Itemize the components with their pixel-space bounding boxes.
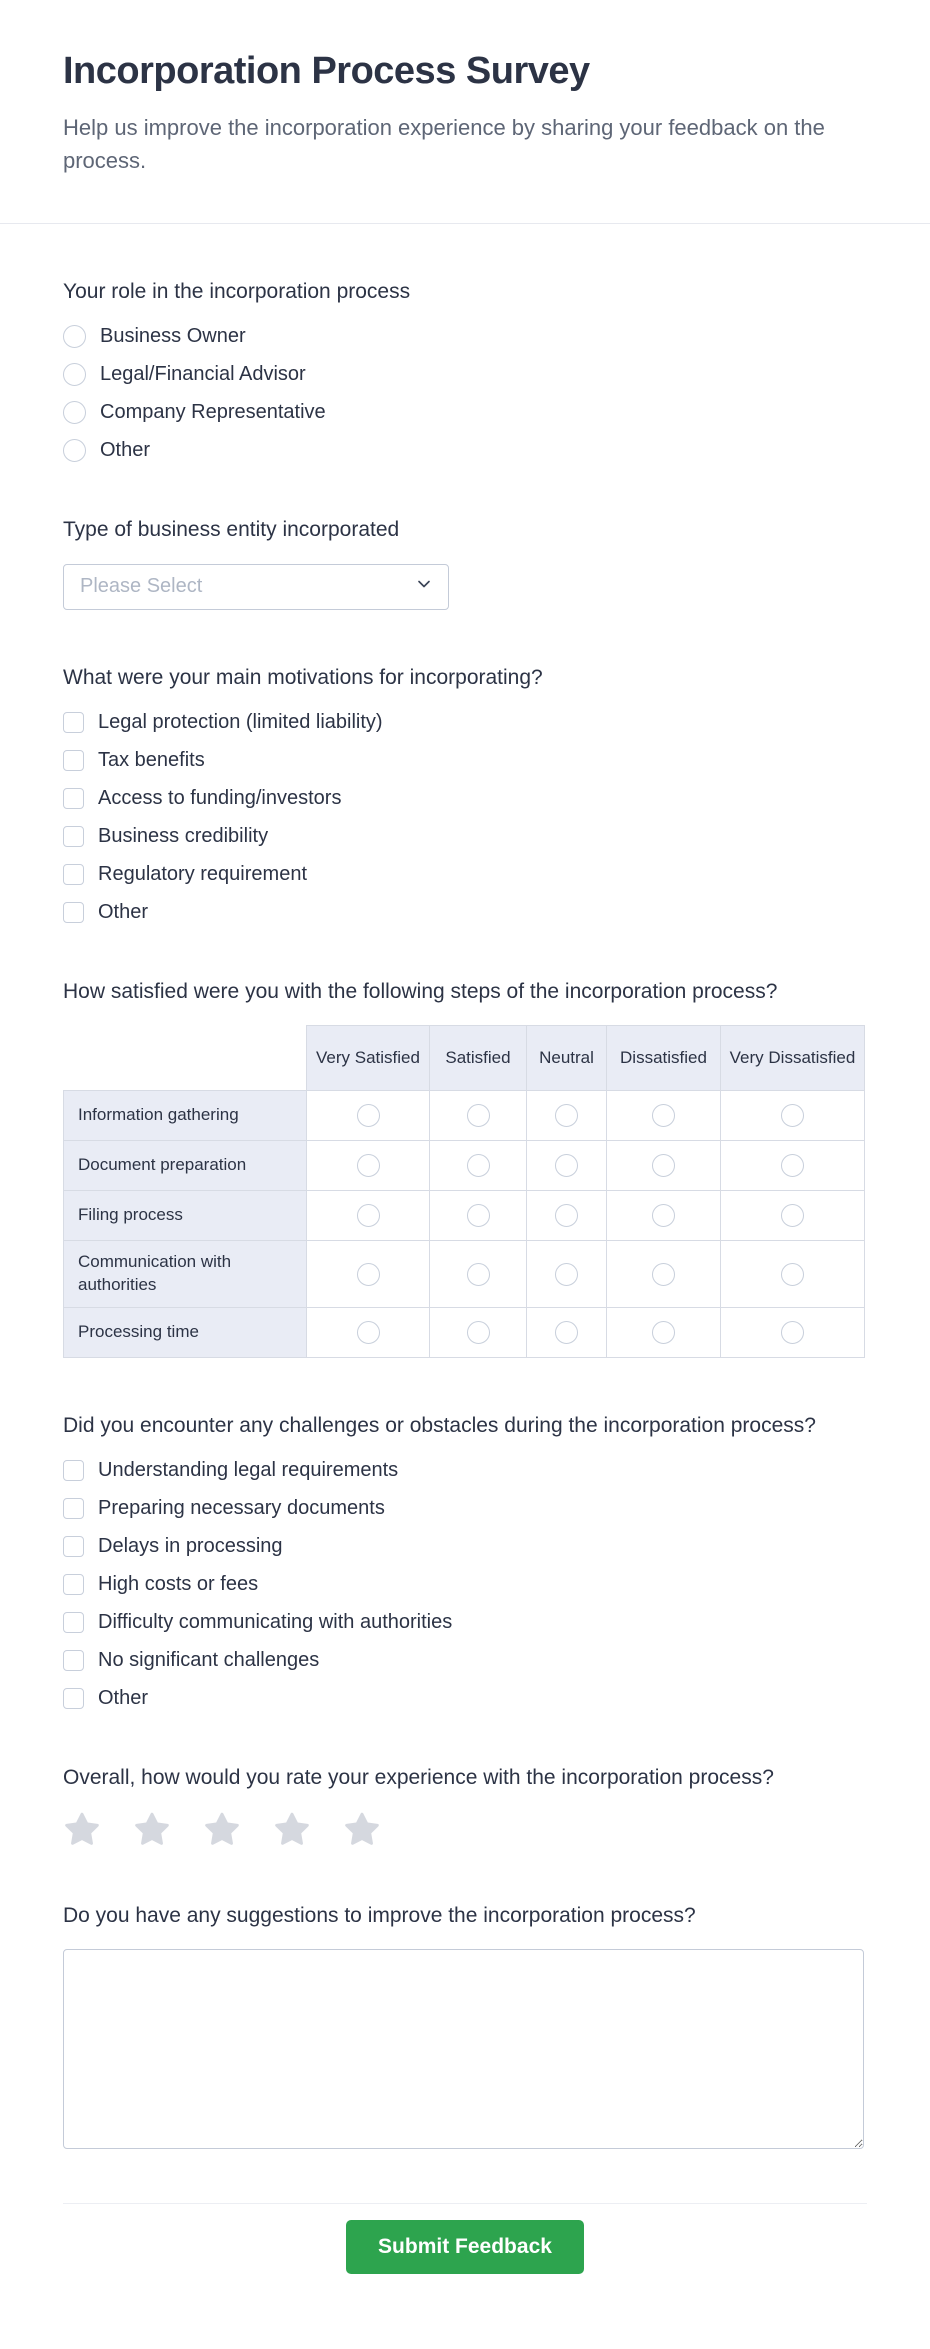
question-label: Overall, how would you rate your experience with the incorporation process? [63,1766,774,1790]
checkbox-icon[interactable] [63,1574,84,1595]
page-title: Incorporation Process Survey [63,50,590,92]
matrix-row-document-preparation [64,1141,865,1191]
matrix-radio[interactable] [467,1154,490,1177]
matrix-radio[interactable] [781,1204,804,1227]
radio-icon[interactable] [63,363,86,386]
matrix-header-row [64,1026,865,1091]
question-label: What were your main motivations for incorporating? [63,665,543,689]
matrix-radio[interactable] [467,1204,490,1227]
matrix-row-communication-with-authorities [64,1241,865,1308]
checkbox-option-other[interactable] [63,1687,867,1710]
checkbox-icon[interactable] [63,1498,84,1519]
question-motivations [63,664,867,924]
radio-icon[interactable] [63,439,86,462]
matrix-radio[interactable] [781,1321,804,1344]
checkbox-icon[interactable] [63,864,84,885]
suggestions-textarea[interactable] [63,1949,864,2149]
question-label: Type of business entity incorporated [63,518,400,542]
radio-option-company-representative[interactable] [63,401,867,424]
matrix-row-filing-process [64,1191,865,1241]
checkbox-icon[interactable] [63,902,84,923]
checkbox-option-understanding-legal-requirements[interactable] [63,1459,867,1482]
form-header [0,0,930,224]
radio-option-business-owner[interactable] [63,325,867,348]
checkbox-option-label: Tax benefits [98,748,205,771]
star-rating [63,1812,867,1848]
radio-icon[interactable] [63,401,86,424]
form-subtitle: Help us improve the incorporation experience by sharing your feedback on the process. [63,115,825,173]
checkbox-icon[interactable] [63,750,84,771]
question-rating [63,1764,867,1847]
checkbox-option-high-costs-or-fees[interactable] [63,1573,867,1596]
checkbox-group-challenges [63,1459,867,1710]
checkbox-option-label: High costs or fees [98,1573,259,1596]
checkbox-option-label: Legal protection (limited liability) [98,710,383,733]
form-body [0,278,930,2349]
star-icon[interactable] [63,1812,101,1848]
matrix-radio[interactable] [652,1204,675,1227]
matrix-radio[interactable] [555,1321,578,1344]
matrix-row-processing-time [64,1308,865,1358]
matrix-radio[interactable] [555,1104,578,1127]
radio-group-role [63,325,867,462]
checkbox-option-label: Regulatory requirement [98,862,307,885]
matrix-column-header: Very Dissatisfied [721,1026,865,1091]
checkbox-icon[interactable] [63,1650,84,1671]
matrix-corner-cell [64,1026,307,1091]
submit-button[interactable]: Submit Feedback [346,2220,584,2274]
radio-option-other[interactable] [63,439,867,462]
matrix-radio[interactable] [555,1204,578,1227]
checkbox-option-label: Preparing necessary documents [98,1497,385,1520]
checkbox-option-label: Understanding legal requirements [98,1459,399,1482]
matrix-radio[interactable] [467,1321,490,1344]
checkbox-option-label: Other [98,900,149,923]
checkbox-option-regulatory-requirement[interactable] [63,863,867,886]
matrix-radio[interactable] [467,1263,490,1286]
matrix-radio[interactable] [781,1263,804,1286]
radio-option-label: Business Owner [100,325,246,348]
matrix-column-header: Satisfied [430,1026,527,1091]
checkbox-icon[interactable] [63,788,84,809]
matrix-radio[interactable] [357,1204,380,1227]
matrix-radio[interactable] [652,1154,675,1177]
checkbox-option-legal-protection[interactable] [63,711,867,734]
checkbox-icon[interactable] [63,1536,84,1557]
matrix-radio[interactable] [555,1263,578,1286]
matrix-radio[interactable] [555,1154,578,1177]
radio-option-label: Company Representative [100,401,326,424]
star-icon[interactable] [273,1812,311,1848]
matrix-row-label: Information gathering [64,1091,307,1141]
question-suggestions [63,1902,867,2149]
radio-option-label: Legal/Financial Advisor [100,363,306,386]
star-icon[interactable] [203,1812,241,1848]
checkbox-icon[interactable] [63,1612,84,1633]
matrix-radio[interactable] [652,1321,675,1344]
checkbox-option-other[interactable] [63,901,867,924]
checkbox-option-label: No significant challenges [98,1649,320,1672]
matrix-radio[interactable] [357,1154,380,1177]
question-label: How satisfied were you with the following steps of the incorporation process? [63,979,778,1003]
checkbox-icon[interactable] [63,712,84,733]
checkbox-option-label: Other [98,1687,149,1710]
checkbox-option-label: Difficulty communicating with authorities [98,1611,453,1634]
radio-option-label: Other [100,439,151,462]
select-placeholder: Please Select [80,575,203,598]
question-label: Did you encounter any challenges or obstacles during the incorporation process? [63,1414,816,1438]
star-icon[interactable] [343,1812,381,1848]
radio-icon[interactable] [63,325,86,348]
form-footer [63,2203,867,2349]
checkbox-icon[interactable] [63,1688,84,1709]
matrix-column-header: Very Satisfied [307,1026,430,1091]
question-satisfaction-matrix [63,978,867,1358]
question-label: Do you have any suggestions to improve the incorporation process? [63,1903,696,1927]
matrix-radio[interactable] [357,1104,380,1127]
checkbox-option-access-to-funding[interactable] [63,787,867,810]
radio-option-legal-financial-advisor[interactable] [63,363,867,386]
chevron-down-icon [414,574,434,599]
matrix-column-header: Dissatisfied [607,1026,721,1091]
checkbox-icon[interactable] [63,1460,84,1481]
checkbox-option-label: Access to funding/investors [98,786,342,809]
matrix-row-label: Communication with authorities [64,1241,307,1308]
matrix-row-label: Processing time [64,1308,307,1358]
checkbox-option-label: Business credibility [98,824,269,847]
matrix-row-information-gathering [64,1091,865,1141]
matrix-radio[interactable] [781,1104,804,1127]
matrix-radio[interactable] [652,1104,675,1127]
matrix-radio[interactable] [652,1263,675,1286]
matrix-row-label: Filing process [64,1191,307,1241]
matrix-row-label: Document preparation [64,1141,307,1191]
matrix-radio[interactable] [467,1104,490,1127]
question-label: Your role in the incorporation process [63,280,411,303]
checkbox-group-motivations [63,711,867,924]
checkbox-option-delays-in-processing[interactable] [63,1535,867,1558]
satisfaction-matrix-table [63,1025,865,1358]
matrix-radio[interactable] [781,1154,804,1177]
checkbox-option-tax-benefits[interactable] [63,749,867,772]
entity-type-select[interactable] [63,564,449,610]
matrix-radio[interactable] [357,1263,380,1286]
question-entity-type [63,516,867,609]
star-icon[interactable] [133,1812,171,1848]
checkbox-icon[interactable] [63,826,84,847]
checkbox-option-label: Delays in processing [98,1535,283,1558]
checkbox-option-preparing-necessary-documents[interactable] [63,1497,867,1520]
question-challenges [63,1412,867,1710]
matrix-radio[interactable] [357,1321,380,1344]
question-role [63,278,867,462]
checkbox-option-no-significant-challenges[interactable] [63,1649,867,1672]
checkbox-option-business-credibility[interactable] [63,825,867,848]
checkbox-option-difficulty-communicating[interactable] [63,1611,867,1634]
matrix-column-header: Neutral [527,1026,607,1091]
